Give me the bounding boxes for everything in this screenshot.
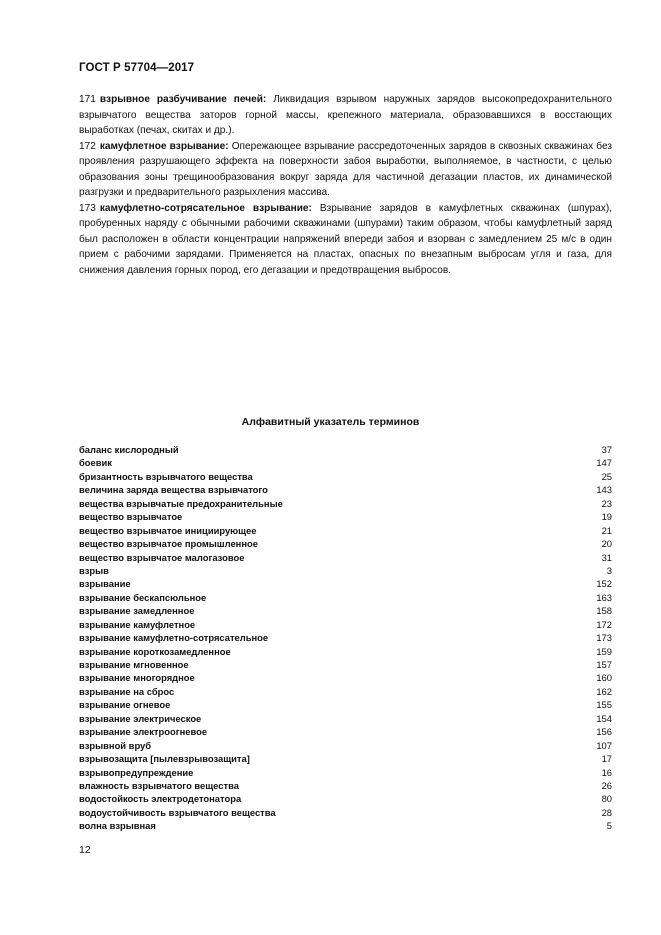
- index-term: взрывание многорядное: [79, 672, 195, 684]
- index-number: 163: [596, 591, 612, 603]
- index-term: взрывание на сброс: [79, 685, 175, 697]
- index-term: вещество взрывчатое инициирующее: [79, 524, 257, 536]
- term-number: 173: [79, 202, 96, 214]
- index-row: [79, 618, 612, 631]
- index-number: 158: [596, 605, 612, 617]
- term-definition: Взрывание зарядов в камуфлетных скважинах (шпурах), пробуренных наряду с обычными рабочими скважинами (шпурами) таким образом, чтобы камуфлетный заряд был расположен в области концентрации напряжений впереди забоя и взорван с замедлением 25 м/с в один прием с рабочими зарядами. Применяется на пластах, опасных по внезапным выбросам угля и газа, для снижения давления горных пород, его дегазации и предотвращения выбросов.: [79, 202, 612, 276]
- index-number: 21: [601, 524, 612, 536]
- index-number: 80: [601, 793, 612, 805]
- index-term: боевик: [79, 457, 112, 469]
- index-row: [79, 483, 612, 496]
- index-row: [79, 537, 612, 550]
- index-number: 152: [596, 578, 612, 590]
- index-row: [79, 577, 612, 590]
- term-number: 172: [79, 140, 96, 152]
- term-entry-172: [79, 139, 612, 201]
- index-row: [79, 631, 612, 644]
- index-number: 159: [596, 645, 612, 657]
- index-row: [79, 524, 612, 537]
- index-row: [79, 725, 612, 738]
- index-number: 5: [606, 820, 612, 832]
- index-number: 17: [601, 753, 612, 765]
- index-number: 37: [601, 444, 612, 455]
- index-term: вещество взрывчатое: [79, 511, 183, 523]
- term-name: камуфлетно-сотрясательное взрывание:: [99, 202, 312, 214]
- index-row: [79, 497, 612, 510]
- index-row: [79, 792, 612, 805]
- index-term: взрывание короткозамедленное: [79, 645, 231, 657]
- index-term: водостойкость электродетонатора: [79, 793, 242, 805]
- index-number: 160: [596, 672, 612, 684]
- index-number: 31: [601, 551, 612, 563]
- index-number: 20: [601, 538, 612, 550]
- index-term: взрывание: [79, 578, 131, 590]
- index-term: волна взрывная: [79, 820, 156, 832]
- index-row: [79, 551, 612, 564]
- index-number: 154: [596, 712, 612, 724]
- index-row: [79, 443, 612, 456]
- index-number: 3: [606, 564, 612, 576]
- index-row: [79, 658, 612, 671]
- index-number: 156: [596, 726, 612, 738]
- index-row: [79, 766, 612, 779]
- index-row: [79, 739, 612, 752]
- index-row: [79, 779, 612, 792]
- index-term: бризантность взрывчатого вещества: [79, 470, 253, 482]
- term-definition: Опережающее взрывание рассредоточенных зарядов в сквозных скважинах без проявления разрушающего эффекта на поверхности забоя выработки, выполняемое, в частности, с целью образования зоны трещинообразования вокруг заряда для частичной дегазации пластов, их динамической разгрузки и предварительного разрыхления массива.: [79, 140, 612, 198]
- index-term: вещество взрывчатое малогазовое: [79, 551, 245, 563]
- index-number: 107: [596, 739, 612, 751]
- index-row: [79, 752, 612, 765]
- index-row: [79, 712, 612, 725]
- index-number: 26: [601, 779, 612, 791]
- term-entry-173: [79, 201, 612, 279]
- index-term: взрывание замедленное: [79, 605, 195, 617]
- index-number: 172: [596, 618, 612, 630]
- index-number: 143: [596, 484, 612, 496]
- index-term: влажность взрывчатого вещества: [79, 779, 239, 791]
- index-term: взрывание камуфлетное: [79, 618, 196, 630]
- index-term: баланс кислородный: [79, 444, 179, 455]
- index-term: вещества взрывчатые предохранительные: [79, 497, 283, 509]
- index-number: 157: [596, 659, 612, 670]
- index-number: 147: [596, 457, 612, 469]
- index-term: вещество взрывчатое промышленное: [79, 538, 258, 550]
- term-name: взрывное разбучивание печей:: [99, 94, 267, 105]
- index-term: взрывание электрическое: [79, 712, 202, 724]
- index-row: [79, 591, 612, 604]
- index-row: [79, 645, 612, 658]
- index-row: [79, 470, 612, 483]
- index-row: [79, 685, 612, 698]
- index-term: взрывной вруб: [79, 739, 152, 751]
- index-number: 23: [601, 497, 612, 509]
- index-row: [79, 671, 612, 684]
- index-row: [79, 806, 612, 819]
- index-term: величина заряда вещества взрывчатого: [79, 484, 268, 496]
- index-row: [79, 698, 612, 711]
- index-row: [79, 604, 612, 617]
- index-row: [79, 819, 612, 832]
- term-entry-171: [79, 92, 612, 139]
- alphabetical-index: [79, 443, 612, 833]
- index-number: 28: [601, 806, 612, 818]
- index-term: взрывание камуфлетно-сотрясательное: [79, 632, 269, 644]
- index-row: [79, 564, 612, 577]
- index-number: 173: [596, 632, 612, 644]
- index-term: взрывание электроогневое: [79, 726, 208, 738]
- index-number: 16: [601, 766, 612, 778]
- term-name: камуфлетное взрывание:: [99, 140, 229, 152]
- index-row: [79, 510, 612, 523]
- index-number: 155: [596, 699, 612, 711]
- page-number: 12: [79, 844, 91, 856]
- document-header: ГОСТ Р 57704—2017: [79, 62, 195, 74]
- index-term: водоустойчивость взрывчатого вещества: [79, 806, 276, 818]
- terms-section: [79, 92, 612, 278]
- term-number: 171: [79, 94, 96, 105]
- index-row: [79, 456, 612, 469]
- index-term: взрывание огневое: [79, 699, 171, 711]
- index-term: взрывание бескапсюльное: [79, 591, 207, 603]
- index-title: Алфавитный указатель терминов: [241, 416, 420, 428]
- index-number: 162: [596, 685, 612, 697]
- term-definition: Ликвидация взрывом наружных зарядов высокопредохранительного взрывчатого вещества заторов горной массы, крепежного материала, образовавшихся в восстающих выработках (печах, скитах и др.).: [79, 94, 613, 136]
- index-number: 25: [601, 470, 612, 482]
- index-term: взрыв: [79, 564, 109, 576]
- index-term: взрывопредупреждение: [79, 766, 194, 778]
- index-number: 19: [601, 511, 612, 523]
- index-term: взрывание мгновенное: [79, 659, 189, 670]
- index-term: взрывозащита [пылевзрывозащита]: [79, 753, 250, 765]
